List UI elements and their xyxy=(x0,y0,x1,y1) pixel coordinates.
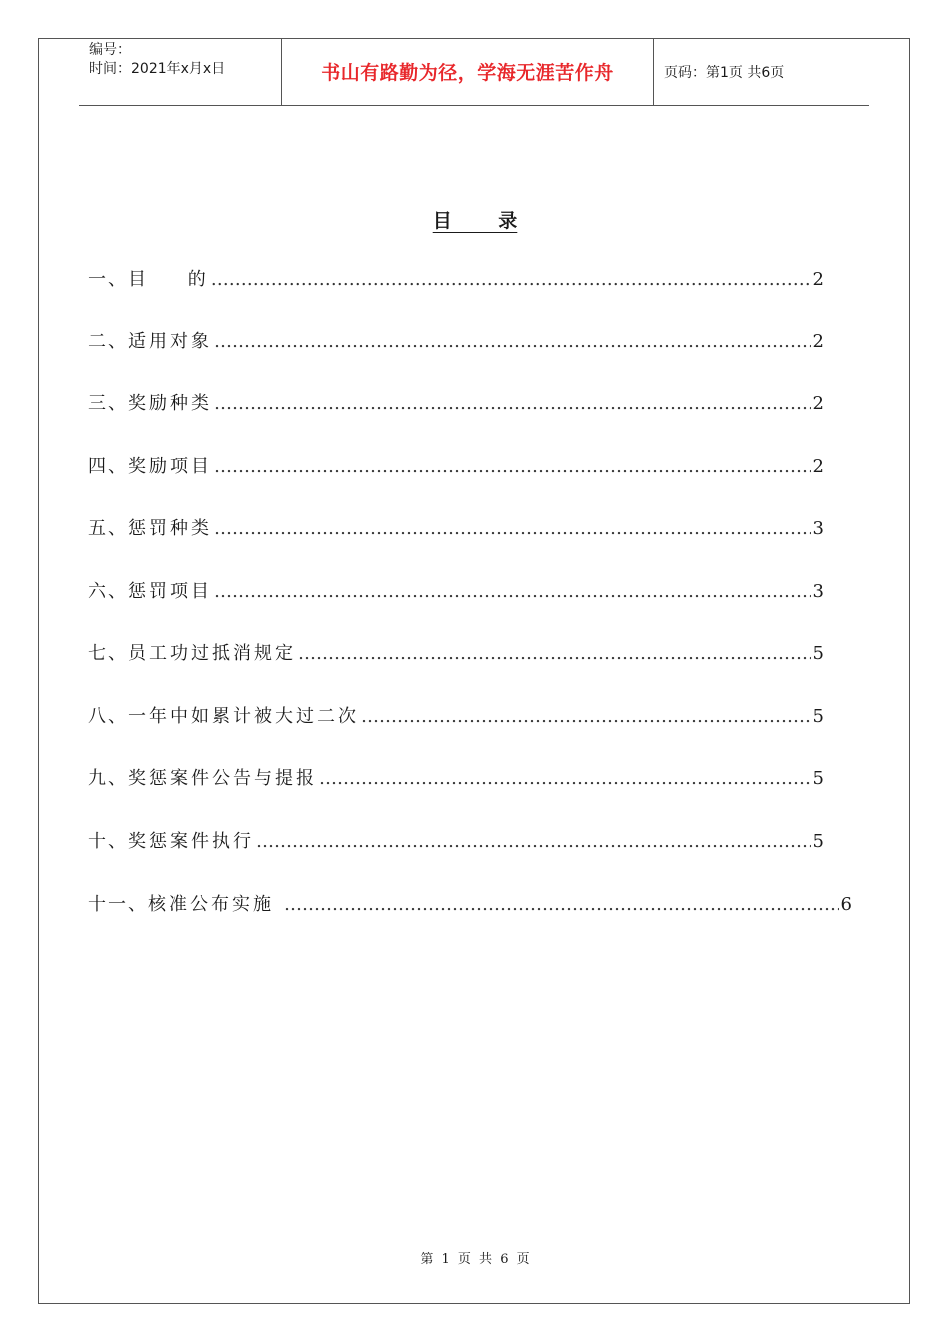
date-text: 时间：2021年x月x日 xyxy=(89,61,226,77)
page-header xyxy=(79,38,869,106)
toc-entry-number: 十、 xyxy=(88,831,128,852)
toc-entry[interactable] xyxy=(88,827,824,859)
toc-entry-label: 一年中如累计被大过二次 xyxy=(128,706,359,727)
toc-entry-number: 六、 xyxy=(88,581,128,602)
toc-entry-page: 5 xyxy=(812,706,824,727)
toc-leader-dots xyxy=(319,768,811,789)
toc-entry-label: 惩罚种类 xyxy=(128,518,212,539)
header-meta-cell xyxy=(79,38,281,105)
toc-entry-page: 2 xyxy=(812,456,824,477)
toc-entry[interactable] xyxy=(88,514,824,546)
toc-leader-dots xyxy=(214,581,811,602)
toc-entry-page: 2 xyxy=(812,331,824,352)
serial-label: 编号： xyxy=(89,42,131,58)
toc-entry[interactable] xyxy=(88,639,824,671)
toc-entry-label: 适用对象 xyxy=(128,331,212,352)
toc-entry-number: 二、 xyxy=(88,331,128,352)
toc-leader-dots xyxy=(214,456,811,477)
toc-entry-page: 5 xyxy=(812,831,824,852)
toc-entry-label: 奖惩案件执行 xyxy=(128,831,254,852)
toc-entry-page: 2 xyxy=(812,393,824,414)
toc-entry[interactable] xyxy=(88,890,852,922)
toc-entry-label: 奖惩案件公告与提报 xyxy=(128,768,317,789)
header-page-cell xyxy=(654,38,869,105)
toc-entry[interactable] xyxy=(88,389,824,421)
toc-entry-label: 核准公布实施 xyxy=(148,894,274,915)
toc-leader-dots xyxy=(361,706,811,727)
toc-title-text: 目 录 xyxy=(432,210,518,232)
page-footer: 第 1 页 共 6 页 xyxy=(420,1252,530,1267)
toc-entry-page: 2 xyxy=(812,269,824,290)
toc-entry-page: 5 xyxy=(812,643,824,664)
toc-entry-number: 十一、 xyxy=(88,894,148,915)
toc-leader-dots xyxy=(214,518,811,539)
toc-entry-page: 6 xyxy=(840,894,852,915)
toc-leader-dots xyxy=(284,894,839,915)
toc-entry[interactable] xyxy=(88,577,824,609)
toc-entry[interactable] xyxy=(88,702,824,734)
toc-entry-number: 四、 xyxy=(88,456,128,477)
toc-entry[interactable] xyxy=(88,327,824,359)
toc-entry[interactable] xyxy=(88,764,824,796)
toc-entry-page: 3 xyxy=(812,581,824,602)
toc-leader-dots xyxy=(214,393,811,414)
toc-entry[interactable] xyxy=(88,452,824,484)
toc-entry-number: 三、 xyxy=(88,393,128,414)
toc-entry-label: 目 的 xyxy=(128,269,209,290)
toc-entry-label: 惩罚项目 xyxy=(128,581,212,602)
toc-entry-number: 一、 xyxy=(88,269,128,290)
toc-entry-number: 八、 xyxy=(88,706,128,727)
motto-text: 书山有路勤为径，学海无涯苦作舟 xyxy=(321,62,614,84)
toc-leader-dots xyxy=(256,831,811,852)
toc-entry-number: 七、 xyxy=(88,643,128,664)
toc-entry-page: 5 xyxy=(812,768,824,789)
toc-entry[interactable] xyxy=(88,265,824,297)
toc-leader-dots xyxy=(298,643,811,664)
toc-entry-label: 奖励项目 xyxy=(128,456,212,477)
toc-entry-label: 员工功过抵消规定 xyxy=(128,643,296,664)
page-info: 页码：第1页 共6页 xyxy=(664,64,785,81)
toc-leader-dots xyxy=(214,331,811,352)
toc-entry-page: 3 xyxy=(812,518,824,539)
toc-leader-dots xyxy=(211,269,811,290)
toc-entry-number: 五、 xyxy=(88,518,128,539)
toc-title xyxy=(0,206,950,233)
header-motto-cell xyxy=(281,38,654,105)
toc-entry-label: 奖励种类 xyxy=(128,393,212,414)
toc-entry-number: 九、 xyxy=(88,768,128,789)
